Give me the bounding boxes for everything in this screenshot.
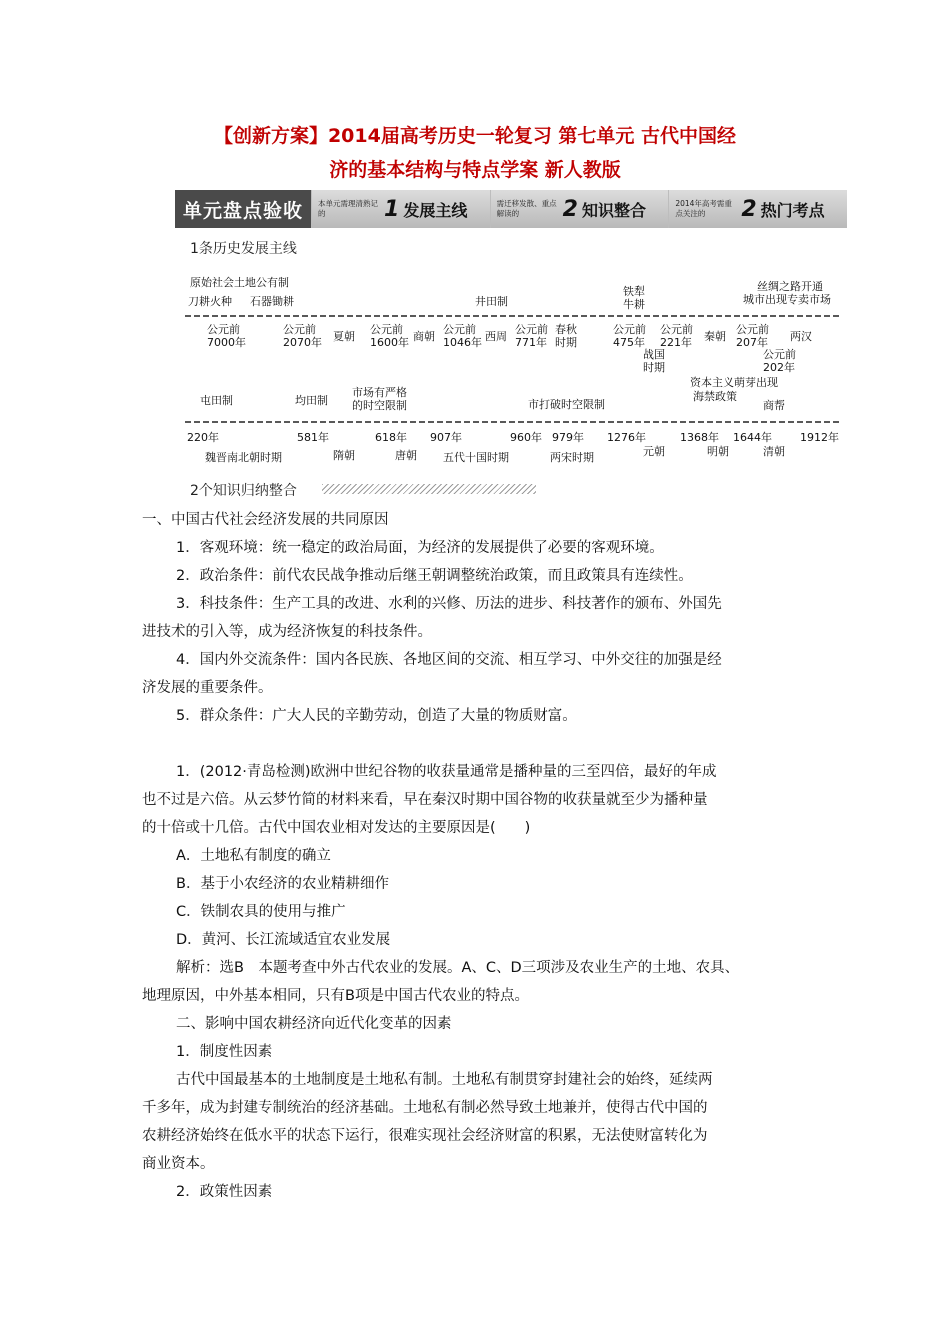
tl1-date: 1600年 bbox=[370, 336, 409, 349]
body-subheading: 2．政策性因素 bbox=[176, 1184, 273, 1200]
tl1-date: 公元前 bbox=[613, 323, 646, 336]
banner-segment-label: 知识整合 bbox=[581, 200, 646, 220]
tl1-label: 牛耕 bbox=[623, 298, 645, 311]
tl2-era: 清朝 bbox=[763, 445, 785, 458]
document-title-line-1: 【创新方案】2014届高考历史一轮复习 第七单元 古代中国经 bbox=[213, 125, 737, 147]
body-paragraph: 农耕经济始终在低水平的状态下运行，很难实现社会经济财富的积累，无法使财富转化为 bbox=[142, 1128, 708, 1144]
banner-segment-number: 1 bbox=[384, 196, 400, 222]
tl1-era: 两汉 bbox=[790, 330, 812, 343]
body-paragraph: 古代中国最基本的土地制度是土地私有制。土地私有制贯穿封建社会的始终，延续两 bbox=[176, 1072, 713, 1088]
tl1-date: 202年 bbox=[763, 361, 795, 374]
question-option-b: B．基于小农经济的农业精耕细作 bbox=[176, 876, 389, 892]
tl1-era: 夏朝 bbox=[333, 330, 355, 343]
tl2-label: 商帮 bbox=[763, 399, 785, 412]
tl1-date: 1046年 bbox=[443, 336, 482, 349]
banner-segment-note: 2014年高考需重点关注的 bbox=[675, 199, 732, 218]
question-stem: 1．(2012·青岛检测)欧洲中世纪谷物的收获量通常是播种量的三至四倍，最好的年成 bbox=[176, 764, 717, 780]
tl2-date: 907年 bbox=[430, 431, 462, 444]
body-paragraph: 5．群众条件：广大人民的辛勤劳动，创造了大量的物质财富。 bbox=[176, 708, 577, 724]
tl1-date: 771年 bbox=[515, 336, 547, 349]
tl1-date: 公元前 bbox=[763, 348, 796, 361]
tl2-date: 1276年 bbox=[607, 431, 646, 444]
section-decoration bbox=[322, 484, 536, 494]
tl2-date: 960年 bbox=[510, 431, 542, 444]
tl1-era: 时期 bbox=[555, 336, 577, 349]
body-paragraph: 商业资本。 bbox=[142, 1156, 215, 1172]
tl2-label: 的时空限制 bbox=[352, 399, 407, 412]
tl1-label: 城市出现专卖市场 bbox=[743, 293, 831, 306]
tl1-era: 时期 bbox=[643, 361, 665, 374]
tl2-date: 1644年 bbox=[733, 431, 772, 444]
tl1-era: 春秋 bbox=[555, 323, 577, 336]
tl2-era: 魏晋南北朝时期 bbox=[205, 451, 282, 464]
body-paragraph: 3．科技条件：生产工具的改进、水利的兴修、历法的进步、科技著作的颁布、外国先 bbox=[176, 596, 722, 612]
tl2-date: 1912年 bbox=[800, 431, 839, 444]
document-title-line-2: 济的基本结构与特点学案 新人教版 bbox=[329, 159, 621, 181]
tl2-era: 隋朝 bbox=[333, 449, 355, 462]
tl2-label: 市打破时空限制 bbox=[528, 398, 605, 411]
tl1-date: 公元前 bbox=[283, 323, 316, 336]
body-paragraph: 济发展的重要条件。 bbox=[142, 680, 273, 696]
question-stem: 的十倍或十几倍。古代中国农业相对发达的主要原因是( ) bbox=[142, 820, 531, 836]
tl2-era: 明朝 bbox=[707, 445, 729, 458]
tl2-date: 220年 bbox=[187, 431, 219, 444]
tl1-label: 井田制 bbox=[475, 295, 508, 308]
tl2-label: 市场有严格 bbox=[352, 386, 407, 399]
banner-segment-number: 2 bbox=[741, 196, 757, 222]
answer-explanation: 地理原因，中外基本相同，只有B项是中国古代农业的特点。 bbox=[142, 988, 529, 1004]
tl1-date: 公元前 bbox=[660, 323, 693, 336]
body-heading: 二、影响中国农耕经济向近代化变革的因素 bbox=[176, 1016, 452, 1032]
body-paragraph: 4．国内外交流条件：国内各民族、各地区间的交流、相互学习、中外交往的加强是经 bbox=[176, 652, 722, 668]
body-heading: 一、中国古代社会经济发展的共同原因 bbox=[142, 512, 389, 528]
tl1-label: 石器锄耕 bbox=[250, 295, 294, 308]
tl1-date: 公元前 bbox=[207, 323, 240, 336]
tl1-date: 2070年 bbox=[283, 336, 322, 349]
tl1-date: 公元前 bbox=[736, 323, 769, 336]
banner-segment-note: 需迁移发散、重点解读的 bbox=[496, 199, 557, 218]
banner-segment-label: 热门考点 bbox=[760, 200, 825, 220]
banner-segment-number: 2 bbox=[562, 196, 578, 222]
answer-explanation: 解析：选B 本题考查中外古代农业的发展。A、C、D三项涉及农业生产的土地、农具、 bbox=[176, 960, 740, 976]
banner-segment-note: 本单元需理清熟记的 bbox=[318, 199, 379, 218]
banner-segment-label: 发展主线 bbox=[403, 200, 468, 220]
tl1-label: 铁犁 bbox=[623, 285, 645, 298]
section-heading-main-line: 1条历史发展主线 bbox=[190, 241, 297, 257]
body-paragraph: 1．客观环境：统一稳定的政治局面，为经济的发展提供了必要的客观环境。 bbox=[176, 540, 664, 556]
tl2-date: 618年 bbox=[375, 431, 407, 444]
banner-lead: 单元盘点验收 bbox=[175, 190, 311, 228]
tl2-date: 581年 bbox=[297, 431, 329, 444]
tl1-era: 战国 bbox=[643, 348, 665, 361]
tl1-date: 207年 bbox=[736, 336, 768, 349]
body-subheading: 1．制度性因素 bbox=[176, 1044, 273, 1060]
tl1-label: 原始社会土地公有制 bbox=[190, 276, 289, 289]
tl1-label: 丝绸之路开通 bbox=[757, 280, 823, 293]
tl1-date: 7000年 bbox=[207, 336, 246, 349]
body-paragraph: 千多年，成为封建专制统治的经济基础。土地私有制必然导致土地兼并，使得古代中国的 bbox=[142, 1100, 708, 1116]
tl2-era: 两宋时期 bbox=[550, 451, 594, 464]
tl2-era: 唐朝 bbox=[395, 449, 417, 462]
tl1-date: 公元前 bbox=[370, 323, 403, 336]
tl2-label: 海禁政策 bbox=[693, 390, 737, 403]
tl2-era: 五代十国时期 bbox=[443, 451, 509, 464]
tl2-label: 均田制 bbox=[295, 394, 328, 407]
tl1-date: 公元前 bbox=[515, 323, 548, 336]
tl1-date: 公元前 bbox=[443, 323, 476, 336]
tl2-era: 元朝 bbox=[643, 445, 665, 458]
section-heading-knowledge: 2个知识归纳整合 bbox=[190, 483, 297, 499]
tl2-label: 资本主义萌芽出现 bbox=[690, 376, 778, 389]
question-option-d: D．黄河、长江流域适宜农业发展 bbox=[176, 932, 391, 948]
tl2-date: 1368年 bbox=[680, 431, 719, 444]
tl1-era: 秦朝 bbox=[704, 330, 726, 343]
question-option-a: A．土地私有制度的确立 bbox=[176, 848, 331, 864]
tl1-era: 商朝 bbox=[413, 330, 435, 343]
tl2-date: 979年 bbox=[552, 431, 584, 444]
question-stem: 也不过是六倍。从云梦竹简的材料来看，早在秦汉时期中国谷物的收获量就至少为播种量 bbox=[142, 792, 708, 808]
tl2-label: 屯田制 bbox=[200, 394, 233, 407]
question-option-c: C．铁制农具的使用与推广 bbox=[176, 904, 346, 920]
tl1-era: 西周 bbox=[485, 330, 507, 343]
body-paragraph: 进技术的引入等，成为经济恢复的科技条件。 bbox=[142, 624, 432, 640]
body-paragraph: 2．政治条件：前代农民战争推动后继王朝调整统治政策，而且政策具有连续性。 bbox=[176, 568, 693, 584]
tl1-date: 475年 bbox=[613, 336, 645, 349]
tl1-date: 221年 bbox=[660, 336, 692, 349]
tl1-label: 刀耕火种 bbox=[188, 295, 232, 308]
